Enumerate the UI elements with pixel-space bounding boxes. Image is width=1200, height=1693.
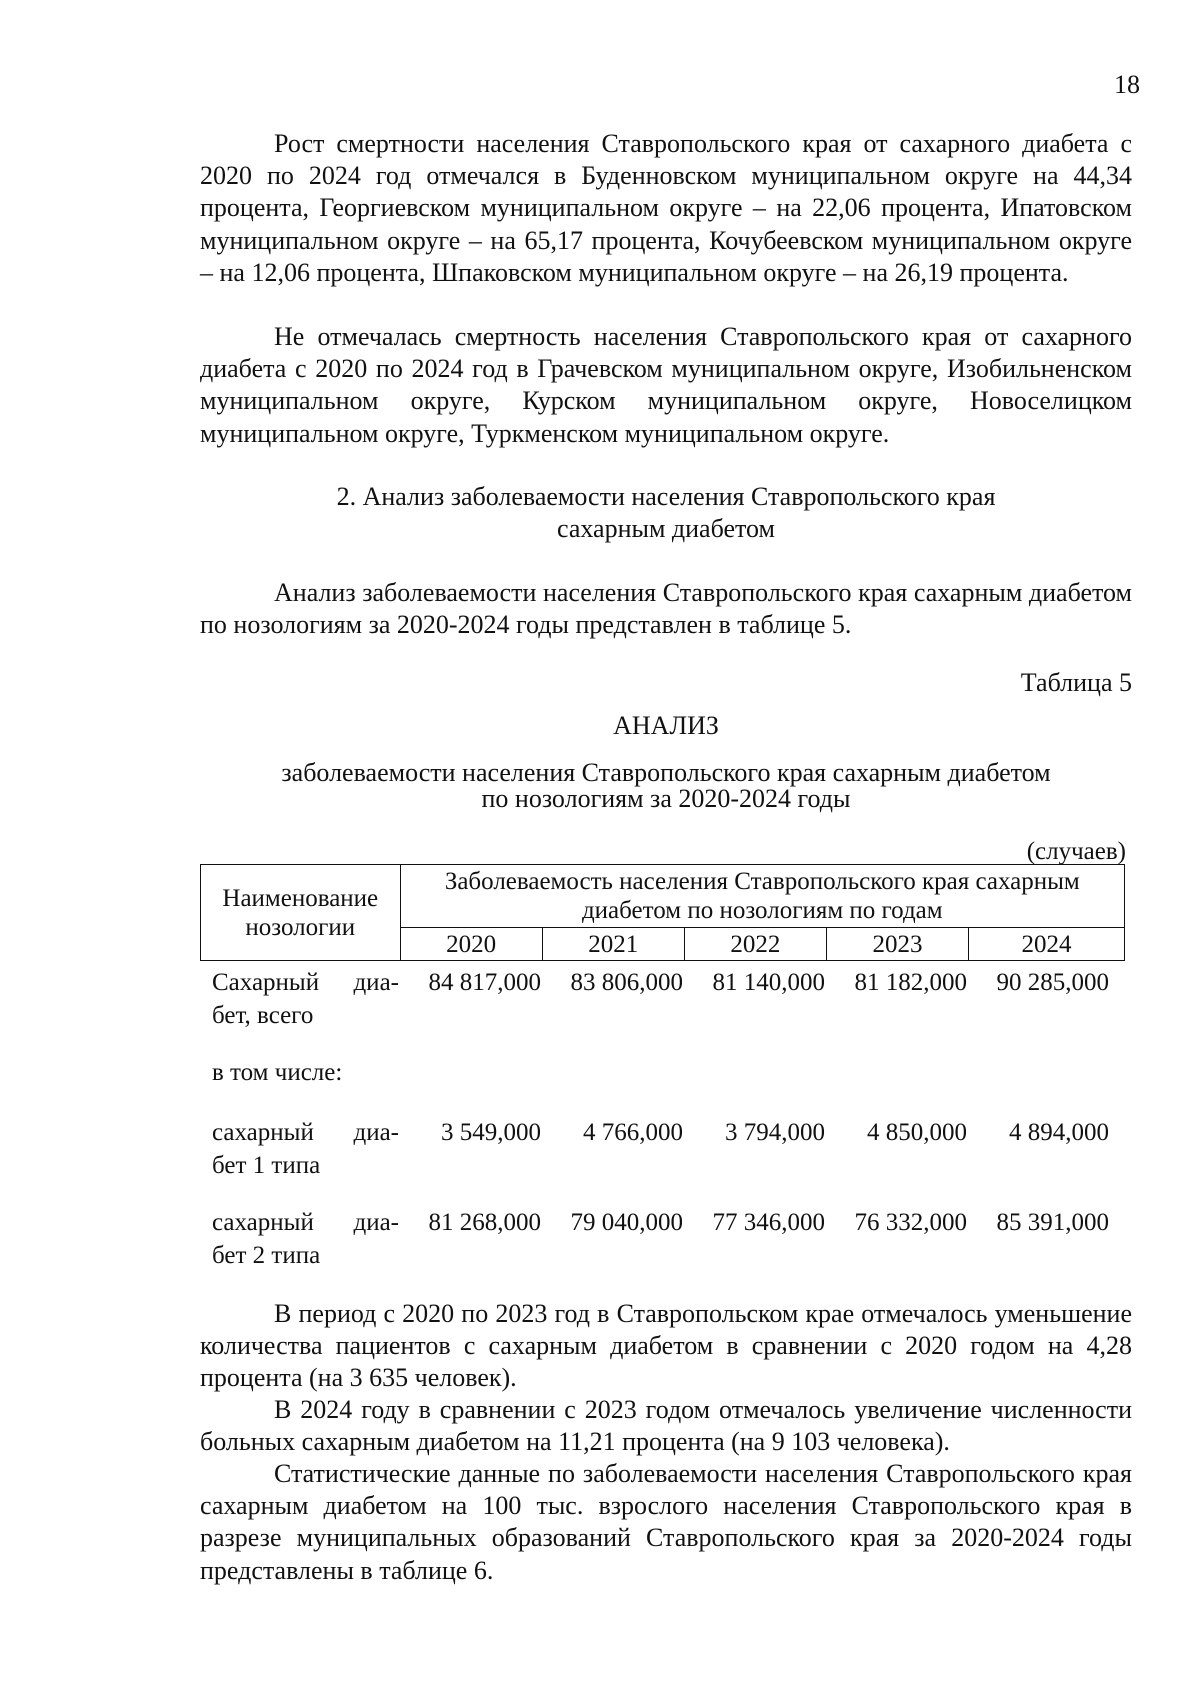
table-label: Таблица 5	[1020, 668, 1132, 697]
paragraph-no-mortality: Не отмечалась смертность населения Ставропольского края от сахарного диабета с 2020 по 2024 год в Грачевском муниципальном округе, Изобильненском муниципальном округе, Курском муниципальном округе, Новоселицком муниципальном округе, Туркменском муниципальном округе.	[200, 322, 1132, 448]
header-nosology: Наименование нозологии	[201, 865, 401, 961]
header-year-2021: 2021	[542, 928, 684, 961]
table-units: (случаев)	[1026, 838, 1126, 865]
cell-2022: 3 794,000	[725, 1119, 825, 1146]
paragraph-increase: В 2024 году в сравнении с 2023 годом отмечалось увеличение численности больных сахарным диабетом на 11,21 процента (на 9 103 человека).	[200, 1395, 1132, 1457]
row-name: в том числе:	[212, 1059, 343, 1086]
cell-2022: 77 346,000	[712, 1209, 825, 1236]
header-year-2023: 2023	[826, 928, 968, 961]
row-name	[200, 1116, 399, 1182]
row-name-line2: бет 1 типа	[212, 1152, 321, 1179]
row-name	[200, 966, 399, 1032]
cell-2024: 4 894,000	[1009, 1119, 1109, 1146]
cell-2024: 90 285,000	[996, 969, 1109, 996]
cell-2020: 84 817,000	[428, 969, 541, 996]
table-title: АНАЛИЗ	[613, 711, 719, 740]
header-incidence-group: Заболеваемость населения Ставропольского края сахарным диабетом по нозологиям по годам	[400, 865, 1124, 928]
table-subtitle-line1: заболеваемости населения Ставропольского края сахарным диабетом	[281, 758, 1051, 787]
cell-2023: 81 182,000	[854, 969, 967, 996]
cell-2024: 85 391,000	[996, 1209, 1109, 1236]
row-name-line1: сахарный диа-	[212, 1119, 399, 1146]
cell-2021: 83 806,000	[570, 969, 683, 996]
table-row-type1	[200, 1116, 1125, 1182]
row-name	[200, 1206, 399, 1272]
table-row-including	[200, 1056, 1125, 1089]
cell-2021: 4 766,000	[583, 1119, 683, 1146]
header-year-2022: 2022	[684, 928, 826, 961]
section-heading-line2: сахарным диабетом	[556, 514, 776, 543]
cell-2023: 76 332,000	[854, 1209, 967, 1236]
paragraph-table-intro: Анализ заболеваемости населения Ставропольского края сахарным диабетом по нозологиям за 2020-2024 годы представлен в таблице 5.	[200, 578, 1132, 640]
paragraph-decrease: В период с 2020 по 2023 год в Ставропольском крае отмечалось уменьшение количества пациентов с сахарным диабетом в сравнении с 2020 годом на 4,28 процента (на 3 635 человек).	[200, 1299, 1132, 1393]
cell-2020: 81 268,000	[428, 1209, 541, 1236]
paragraph-mortality-growth: Рост смертности населения Ставропольского края от сахарного диабета с 2020 по 2024 год отмечался в Буденновском муниципальном округе на 44,34 процента, Георгиевском муниципальном округе – на 22,06 процента, Ипатовском муниципальном округе – на 65,17 процента, Кочубеевском муниципальном округе – на 12,06 процента, Шпаковском муниципальном округе – на 26,19 процента.	[200, 129, 1132, 287]
cell-2023: 4 850,000	[867, 1119, 967, 1146]
table-row-total	[200, 966, 1125, 1032]
row-name-line2: бет, всего	[212, 1002, 314, 1029]
table-row-type2	[200, 1206, 1125, 1272]
cell-2021: 79 040,000	[570, 1209, 683, 1236]
row-name-line1: Сахарный диа-	[212, 969, 399, 996]
section-heading-line1: 2. Анализ заболеваемости населения Ставропольского края	[336, 482, 996, 511]
incidence-table-header	[200, 864, 1125, 961]
paragraph-statistics: Статистические данные по заболеваемости населения Ставропольского края сахарным диабетом на 100 тыс. взрослого населения Ставропольского края в разрезе муниципальных образований Ставропольского края за 2020-2024 годы представлены в таблице 6.	[200, 1459, 1132, 1585]
row-name-line1: сахарный диа-	[212, 1209, 399, 1236]
header-year-2024: 2024	[969, 928, 1125, 961]
header-year-2020: 2020	[400, 928, 542, 961]
row-name-line2: бет 2 типа	[212, 1242, 321, 1269]
cell-2020: 3 549,000	[441, 1119, 541, 1146]
cell-2022: 81 140,000	[712, 969, 825, 996]
table-subtitle-line2: по нозологиям за 2020-2024 годы	[481, 784, 851, 813]
page-number: 18	[1114, 70, 1140, 99]
